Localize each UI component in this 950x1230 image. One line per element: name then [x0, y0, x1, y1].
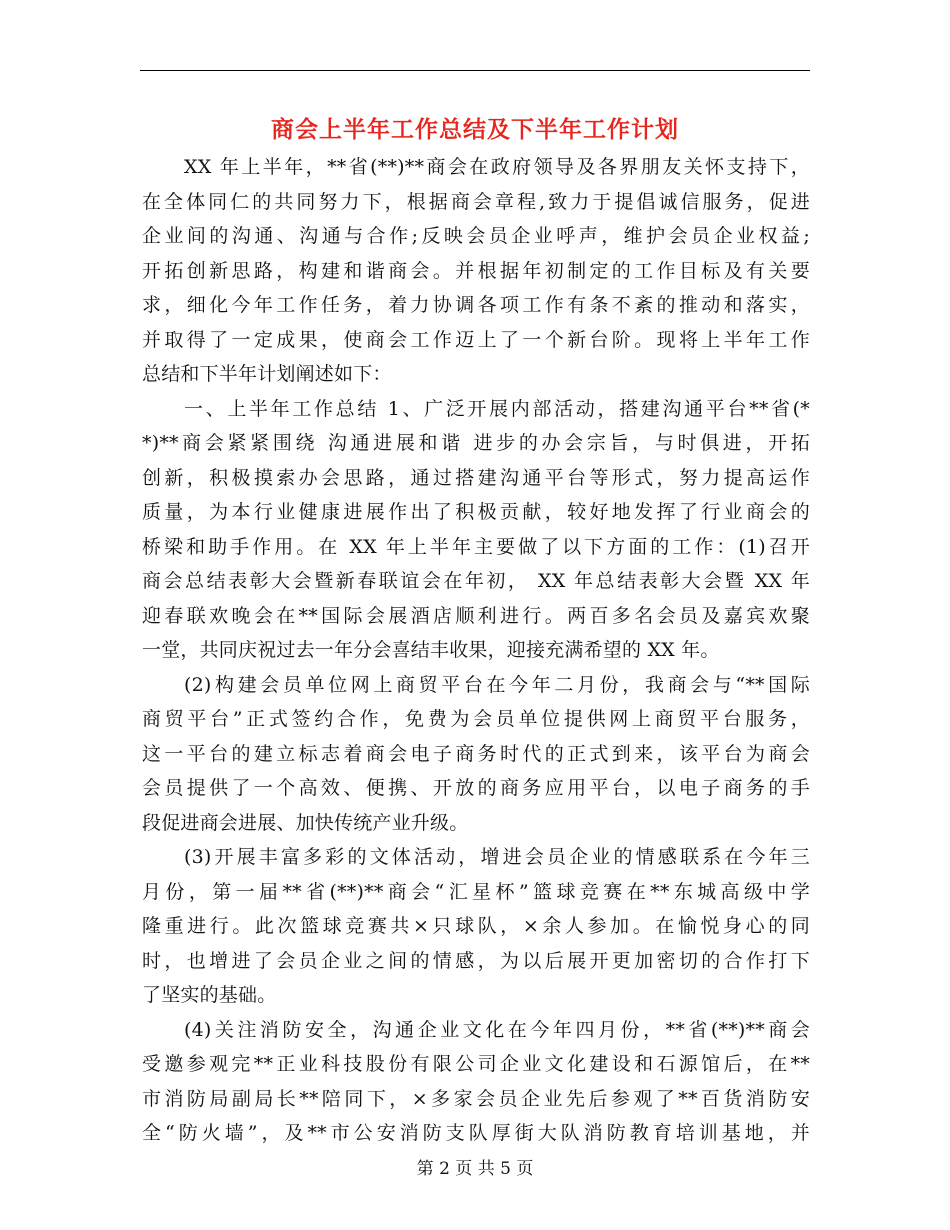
body-line: 求，细化今年工作任务，着力协调各项工作有条不紊的推动和落实， [142, 294, 810, 316]
body-line: 在全体同仁的共同努力下，根据商会章程,致力于提倡诚信服务，促进 [142, 190, 810, 213]
body-line: 全“防火墙”，及**市公安消防支队厚街大队消防教育培训基地，并 [142, 1122, 810, 1144]
body-line: (3)开展丰富多彩的文体活动，增进会员企业的情感联系在今年三 [184, 846, 810, 868]
body-line: 商会总结表彰大会暨新春联谊会在年初， XX 年总结表彰大会暨 XX 年 [142, 570, 810, 592]
body-line: 月份，第一届**省(**)**商会“汇星杯”篮球竞赛在**东城高级中学 [142, 880, 810, 903]
body-line: 企业间的沟通、沟通与合作;反映会员企业呼声，维护会员企业权益; [142, 225, 810, 247]
body-line: 了坚实的基础。 [142, 984, 277, 1006]
document-body [142, 150, 810, 1151]
body-line: 质量，为本行业健康进展作出了积极贡献，较好地发挥了行业商会的 [142, 501, 810, 523]
body-line: 段促进商会进展、加快传统产业升级。 [142, 811, 469, 834]
body-line: 开拓创新思路，构建和谐商会。并根据年初制定的工作目标及有关要 [142, 259, 810, 282]
body-line: 并取得了一定成果，使商会工作迈上了一个新台阶。现将上半年工作 [142, 328, 810, 351]
body-line: (2)构建会员单位网上商贸平台在今年二月份，我商会与“**国际 [184, 673, 810, 696]
body-line: 迎春联欢晚会在**国际会展酒店顺利进行。两百多名会员及嘉宾欢聚 [142, 604, 810, 627]
body-line: (4)关注消防安全，沟通企业文化在今年四月份，**省(**)**商会 [184, 1018, 810, 1041]
body-line: 一堂，共同庆祝过去一年分会喜结丰收果，迎接充满希望的 XX 年。 [142, 639, 720, 661]
body-line: 市消防局副局长**陪同下，×多家会员企业先后参观了**百货消防安 [142, 1087, 810, 1110]
body-line: 这一平台的建立标志着商会电子商务时代的正式到来，该平台为商会 [142, 742, 810, 765]
body-line: 一、上半年工作总结 1、广泛开展内部活动，搭建沟通平台**省(* [184, 397, 810, 420]
body-line: *)**商会紧紧围绕 沟通进展和谐 进步的办会宗旨，与时俱进，开拓 [142, 432, 810, 454]
body-line: 商贸平台”正式签约合作，免费为会员单位提供网上商贸平台服务， [142, 708, 810, 730]
body-line: XX 年上半年，**省(**)**商会在政府领导及各界朋友关怀支持下， [184, 156, 810, 178]
body-line: 桥梁和助手作用。在 XX 年上半年主要做了以下方面的工作：(1)召开 [142, 535, 810, 558]
body-line: 总结和下半年计划阐述如下： [142, 363, 392, 385]
body-line: 受邀参观完**正业科技股份有限公司企业文化建设和石源馆后，在** [142, 1053, 810, 1075]
body-line: 隆重进行。此次篮球竞赛共×只球队，×余人参加。在愉悦身心的同 [142, 915, 810, 937]
header-rule [140, 70, 810, 71]
page-footer: 第 2 页 共 5 页 [416, 1159, 534, 1179]
body-line: 会员提供了一个高效、便携、开放的商务应用平台，以电子商务的手 [142, 777, 810, 799]
body-line: 时，也增进了会员企业之间的情感，为以后展开更加密切的合作打下 [142, 949, 810, 972]
body-line: 创新，积极摸索办会思路，通过搭建沟通平台等形式，努力提高运作 [142, 466, 810, 489]
document-title: 商会上半年工作总结及下半年工作计划 [271, 116, 679, 143]
